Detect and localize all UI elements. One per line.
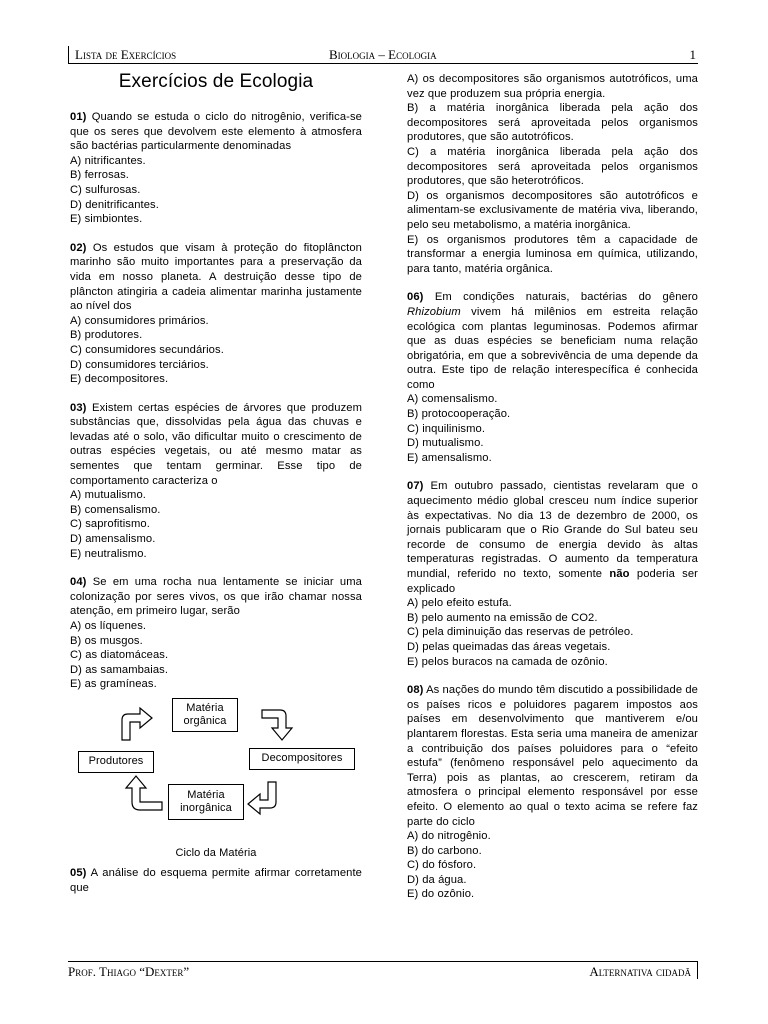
footer-tagline: Alternativa cidadã bbox=[589, 964, 691, 979]
option: E) amensalismo. bbox=[407, 451, 492, 464]
question-07 bbox=[407, 479, 698, 669]
question-04 bbox=[70, 575, 362, 692]
question-05-stem bbox=[70, 866, 362, 895]
option: E) do ozônio. bbox=[407, 888, 475, 901]
option: C) do fósforo. bbox=[407, 859, 477, 872]
header-subject: Biologia – Ecologia bbox=[329, 47, 437, 62]
option: E) decompositores. bbox=[70, 373, 169, 386]
option: B) protocooperação. bbox=[407, 408, 511, 421]
option: A) os decompositores são organismos autotróficos, uma vez que produzem sua própria energia. bbox=[407, 73, 698, 100]
left-column bbox=[70, 70, 362, 909]
option: B) produtores. bbox=[70, 329, 143, 342]
page-title: Exercícios de Ecologia bbox=[118, 71, 314, 92]
decomposers-box: Decompositores bbox=[249, 748, 355, 770]
question-text: Em condições naturais, bactérias do gênero bbox=[434, 291, 698, 304]
option: E) neutralismo. bbox=[70, 547, 147, 560]
question-05-options bbox=[407, 72, 698, 276]
option: D) denitrificantes. bbox=[70, 198, 159, 211]
option: B) do carbono. bbox=[407, 844, 482, 857]
question-number: 06) bbox=[407, 291, 424, 304]
diagram-caption: Ciclo da Matéria bbox=[175, 846, 257, 859]
box-line: inorgânica bbox=[180, 801, 232, 814]
question-number: 01) bbox=[70, 111, 87, 123]
footer-author: Prof. Thiago “Dexter” bbox=[68, 964, 190, 979]
option: B) ferrosas. bbox=[70, 169, 130, 182]
arrow-down-left-icon bbox=[248, 782, 276, 814]
question-02 bbox=[70, 241, 362, 387]
option: E) simbiontes. bbox=[70, 213, 143, 226]
page-number: 1 bbox=[689, 47, 696, 62]
option: C) sulfurosas. bbox=[70, 183, 141, 196]
question-05 bbox=[70, 866, 362, 895]
question-03 bbox=[70, 401, 362, 562]
option: A) comensalismo. bbox=[407, 393, 498, 406]
question-01-stem bbox=[70, 110, 362, 154]
option: B) comensalismo. bbox=[70, 503, 161, 516]
option: C) pela diminuição das reservas de petróleo. bbox=[407, 626, 634, 639]
option: A) do nitrogênio. bbox=[407, 830, 491, 843]
option: B) a matéria inorgânica liberada pela ação dos decompositores será aproveitada pelos organismos produtores, que são autotróficos. bbox=[407, 102, 698, 144]
option: D) consumidores terciários. bbox=[70, 358, 209, 371]
inorganic-matter-box bbox=[168, 784, 244, 820]
option: A) mutualismo. bbox=[70, 489, 147, 502]
option: E) os organismos produtores têm a capacidade de transformar a energia luminosa em química, utilizando, para tanto, matéria orgânica. bbox=[407, 233, 698, 275]
box-line: orgânica bbox=[183, 714, 227, 727]
box-line: Matéria bbox=[186, 701, 224, 714]
option: E) as gramíneas. bbox=[70, 678, 157, 691]
option: D) da água. bbox=[407, 873, 467, 886]
option: D) as samambaias. bbox=[70, 663, 169, 676]
option: C) consumidores secundários. bbox=[70, 343, 224, 356]
matter-cycle-diagram bbox=[70, 698, 362, 866]
question-08-stem bbox=[407, 683, 698, 829]
option: D) mutualismo. bbox=[407, 437, 484, 450]
question-text: Em outubro passado, cientistas revelaram que o aquecimento médio global cresceu num índice superior às expectativas. No dia 13 de dezembro de 2000, os jornais publicaram que o Rio Grande do Sul bateu seu recorde de consumo de energia devido às altas temperaturas registradas. O aumento da temperatura mundial, referido no texto, somente bbox=[407, 480, 699, 580]
option: A) os líquenes. bbox=[70, 620, 147, 632]
option: C) saprofitismo. bbox=[70, 518, 150, 531]
option: D) os organismos decompositores são autotróficos e alimentam-se exclusivamente de matéria viva, liberando, pelo seu metabolismo, a matéria inorgânica. bbox=[407, 189, 698, 231]
question-06-stem bbox=[407, 290, 698, 392]
question-number: 03) bbox=[70, 401, 87, 414]
arrow-left-up-icon bbox=[126, 776, 162, 810]
option: A) pelo efeito estufa. bbox=[407, 597, 512, 610]
option: C) a matéria inorgânica liberada pela ação dos decompositores será aproveitada pelos organismos produtores, que são heterotróficos. bbox=[407, 145, 698, 188]
producers-box: Produtores bbox=[78, 751, 154, 773]
option: D) amensalismo. bbox=[70, 533, 156, 546]
question-number: 02) bbox=[70, 241, 87, 254]
option: C) as diatomáceas. bbox=[70, 649, 169, 662]
question-text: A análise do esquema permite afirmar corretamente que bbox=[70, 866, 362, 894]
option: D) pelas queimadas das áreas vegetais. bbox=[407, 640, 611, 653]
question-text: Os estudos que visam à proteção do fitoplâncton marinho são muito importantes para a preservação da vida em nosso planeta. A destruição desse tipo de plâncton atingiria a cadeia alimentar marinha justamente ao nível dos bbox=[70, 241, 362, 313]
question-text: Se em uma rocha nua lentamente se iniciar uma colonização por seres vivos, os que irão chamar nossa atenção, em primeiro lugar, serão bbox=[70, 576, 362, 618]
question-text: Quando se estuda o ciclo do nitrogênio, verifica-se que os seres que devolvem este elemento à atmosfera são bactérias particularmente denominadas bbox=[70, 111, 362, 153]
option: E) pelos buracos na camada de ozônio. bbox=[407, 655, 608, 668]
question-number: 05) bbox=[70, 866, 87, 879]
box-line: Matéria bbox=[187, 788, 225, 801]
page-footer bbox=[68, 961, 698, 979]
page-header bbox=[68, 46, 698, 64]
question-01 bbox=[70, 110, 362, 227]
option: A) consumidores primários. bbox=[70, 314, 209, 327]
option: B) os musgos. bbox=[70, 634, 143, 647]
option: C) inquilinismo. bbox=[407, 422, 486, 435]
question-02-stem bbox=[70, 241, 362, 314]
emphasis-word: não bbox=[609, 568, 630, 580]
arrow-right-down-icon bbox=[262, 710, 292, 740]
question-04-stem bbox=[70, 575, 362, 619]
organic-matter-box bbox=[172, 698, 238, 732]
question-text-cont: vivem há milênios em estreita relação ecológica com plantas leguminosas. Podemos afirmar que as duas espécies se beneficiam numa relação obrigatória, em que a sobrevivência de uma depende da outra. Este tipo de relação interespecífica é conhecida como bbox=[407, 305, 698, 391]
question-07-stem bbox=[407, 479, 698, 596]
right-column bbox=[407, 72, 698, 916]
arrow-up-right-icon bbox=[122, 708, 152, 740]
question-text-cont: poderia ser explicado bbox=[407, 568, 699, 595]
option: A) nitrificantes. bbox=[70, 154, 146, 167]
question-03-stem bbox=[70, 401, 362, 489]
question-text: As nações do mundo têm discutido a possibilidade de os países ricos e poluidores pagarem impostos aos países em desenvolvimento que mantiverem e/ou plantarem florestas. Esta seria uma maneira de amenizar a contribuição dos países poluidores para o “efeito estufa” (fenômeno responsável pelo aquecimento da Terra) pois as plantas, ao crescerem, retiram da atmosfera o principal elemento responsável por esse efeito. O elemento ao qual o texto acima se refere faz parte do ciclo bbox=[407, 684, 698, 828]
genus-name: Rhizobium bbox=[407, 305, 461, 318]
question-number: 04) bbox=[70, 576, 87, 589]
question-number: 07) bbox=[407, 480, 424, 493]
question-08 bbox=[407, 683, 698, 902]
question-text: Existem certas espécies de árvores que produzem substâncias que, dissolvidas pela água das chuvas e levadas até o solo, vão dificultar muito o crescimento de outras espécies vegetais, ou até mesmo matar as sementes que tentam germinar. Esse tipo de comportamento caracteriza o bbox=[70, 401, 362, 487]
header-list-label: Lista de Exercícios bbox=[75, 47, 177, 62]
question-06 bbox=[407, 290, 698, 465]
option: B) pelo aumento na emissão de CO2. bbox=[407, 611, 598, 624]
question-number: 08) bbox=[407, 684, 424, 697]
